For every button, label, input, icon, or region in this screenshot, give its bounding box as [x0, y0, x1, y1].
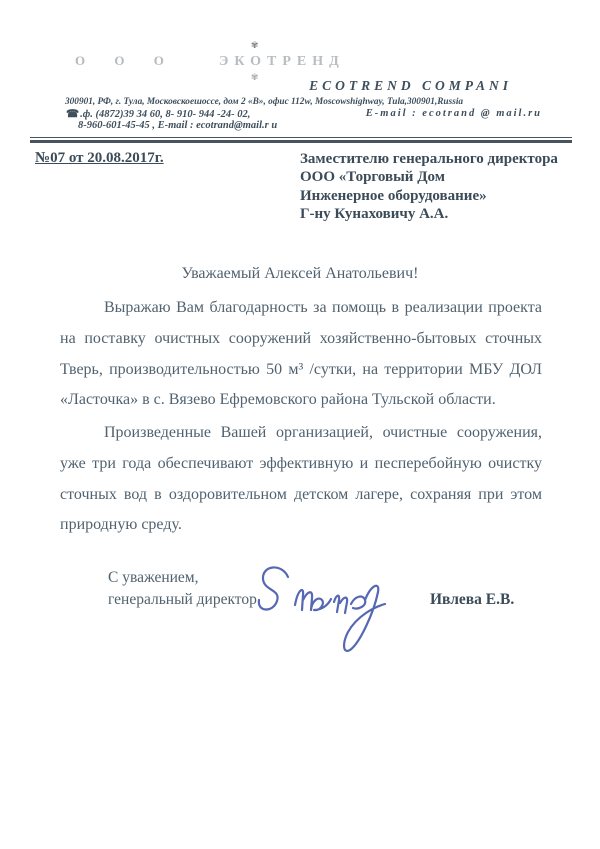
salutation: Уважаемый Алексей Анатольевич!: [181, 265, 419, 283]
company-logo: [75, 40, 600, 82]
recipient-block: [300, 150, 562, 223]
recipient-line: ООО «Торговый Дом: [300, 169, 445, 186]
handwritten-signature: [250, 555, 400, 655]
reference-number-date: №07 от 20.08.2017г.: [35, 150, 164, 166]
letterhead: [0, 40, 600, 131]
recipient-line: Заместителю генерального директора: [300, 151, 558, 167]
logo-ornament-top-icon: ✾: [250, 40, 259, 50]
logo-ooo-text: О О О: [75, 53, 177, 68]
phone-line-2: 8-960-601-45-45 , E-mail : ecotrand@mail.r u: [78, 120, 278, 131]
recipient-line: Г-ну Кунаховичу А.А.: [300, 205, 449, 222]
company-name-english: ECOTREND COMPANI: [309, 78, 512, 93]
closing-regards: С уважением,: [108, 568, 199, 586]
recipient-line: Инженерное оборудование»: [300, 187, 487, 204]
phone-text: .ф. (4872)39 34 60, 8- 910- 944 -24- 02,: [80, 109, 251, 120]
body-paragraph-2: Произведенные Вашей организацией, очистные сооружения, уже три года обеспечивают эффективную и песперебойную очистку сточных вод в оздоровительном детском лагере, сохраняя при этом природную среду.: [60, 424, 542, 534]
contact-row: [66, 108, 542, 120]
logo-ornament-bottom-icon: ✾: [250, 72, 259, 82]
closing-block: [108, 567, 600, 687]
company-address: 300901, РФ, г. Тула, Московскоешоссе, дом 2 «В», офис 112w, Moscowshighway, Tula,300901,Russia: [65, 97, 464, 107]
phone-numbers: [66, 108, 250, 120]
body-paragraph-1: Выражаю Вам благодарность за помощь в реализации проекта на поставку очистных сооружений хозяйственно-бытовых сточных Тверь, производительностью 50 м³ /сутки, на территории МБУ ДОЛ «Ласточка» в с. Вязево Ефремовского района Тульской области.: [60, 299, 542, 409]
logo-name-wrap: [218, 40, 345, 82]
logo-name-text: ЭКОТРЕНД: [218, 54, 345, 69]
letterhead-divider: [30, 137, 572, 143]
closing-title: генеральный директор: [108, 591, 257, 609]
reference-recipient-row: [35, 150, 562, 223]
phone-icon: ☎: [66, 109, 80, 120]
company-email: E-mail : ecotrand @ mail.ru: [365, 108, 542, 119]
signer-name: Ивлева Е.В.: [430, 590, 515, 608]
